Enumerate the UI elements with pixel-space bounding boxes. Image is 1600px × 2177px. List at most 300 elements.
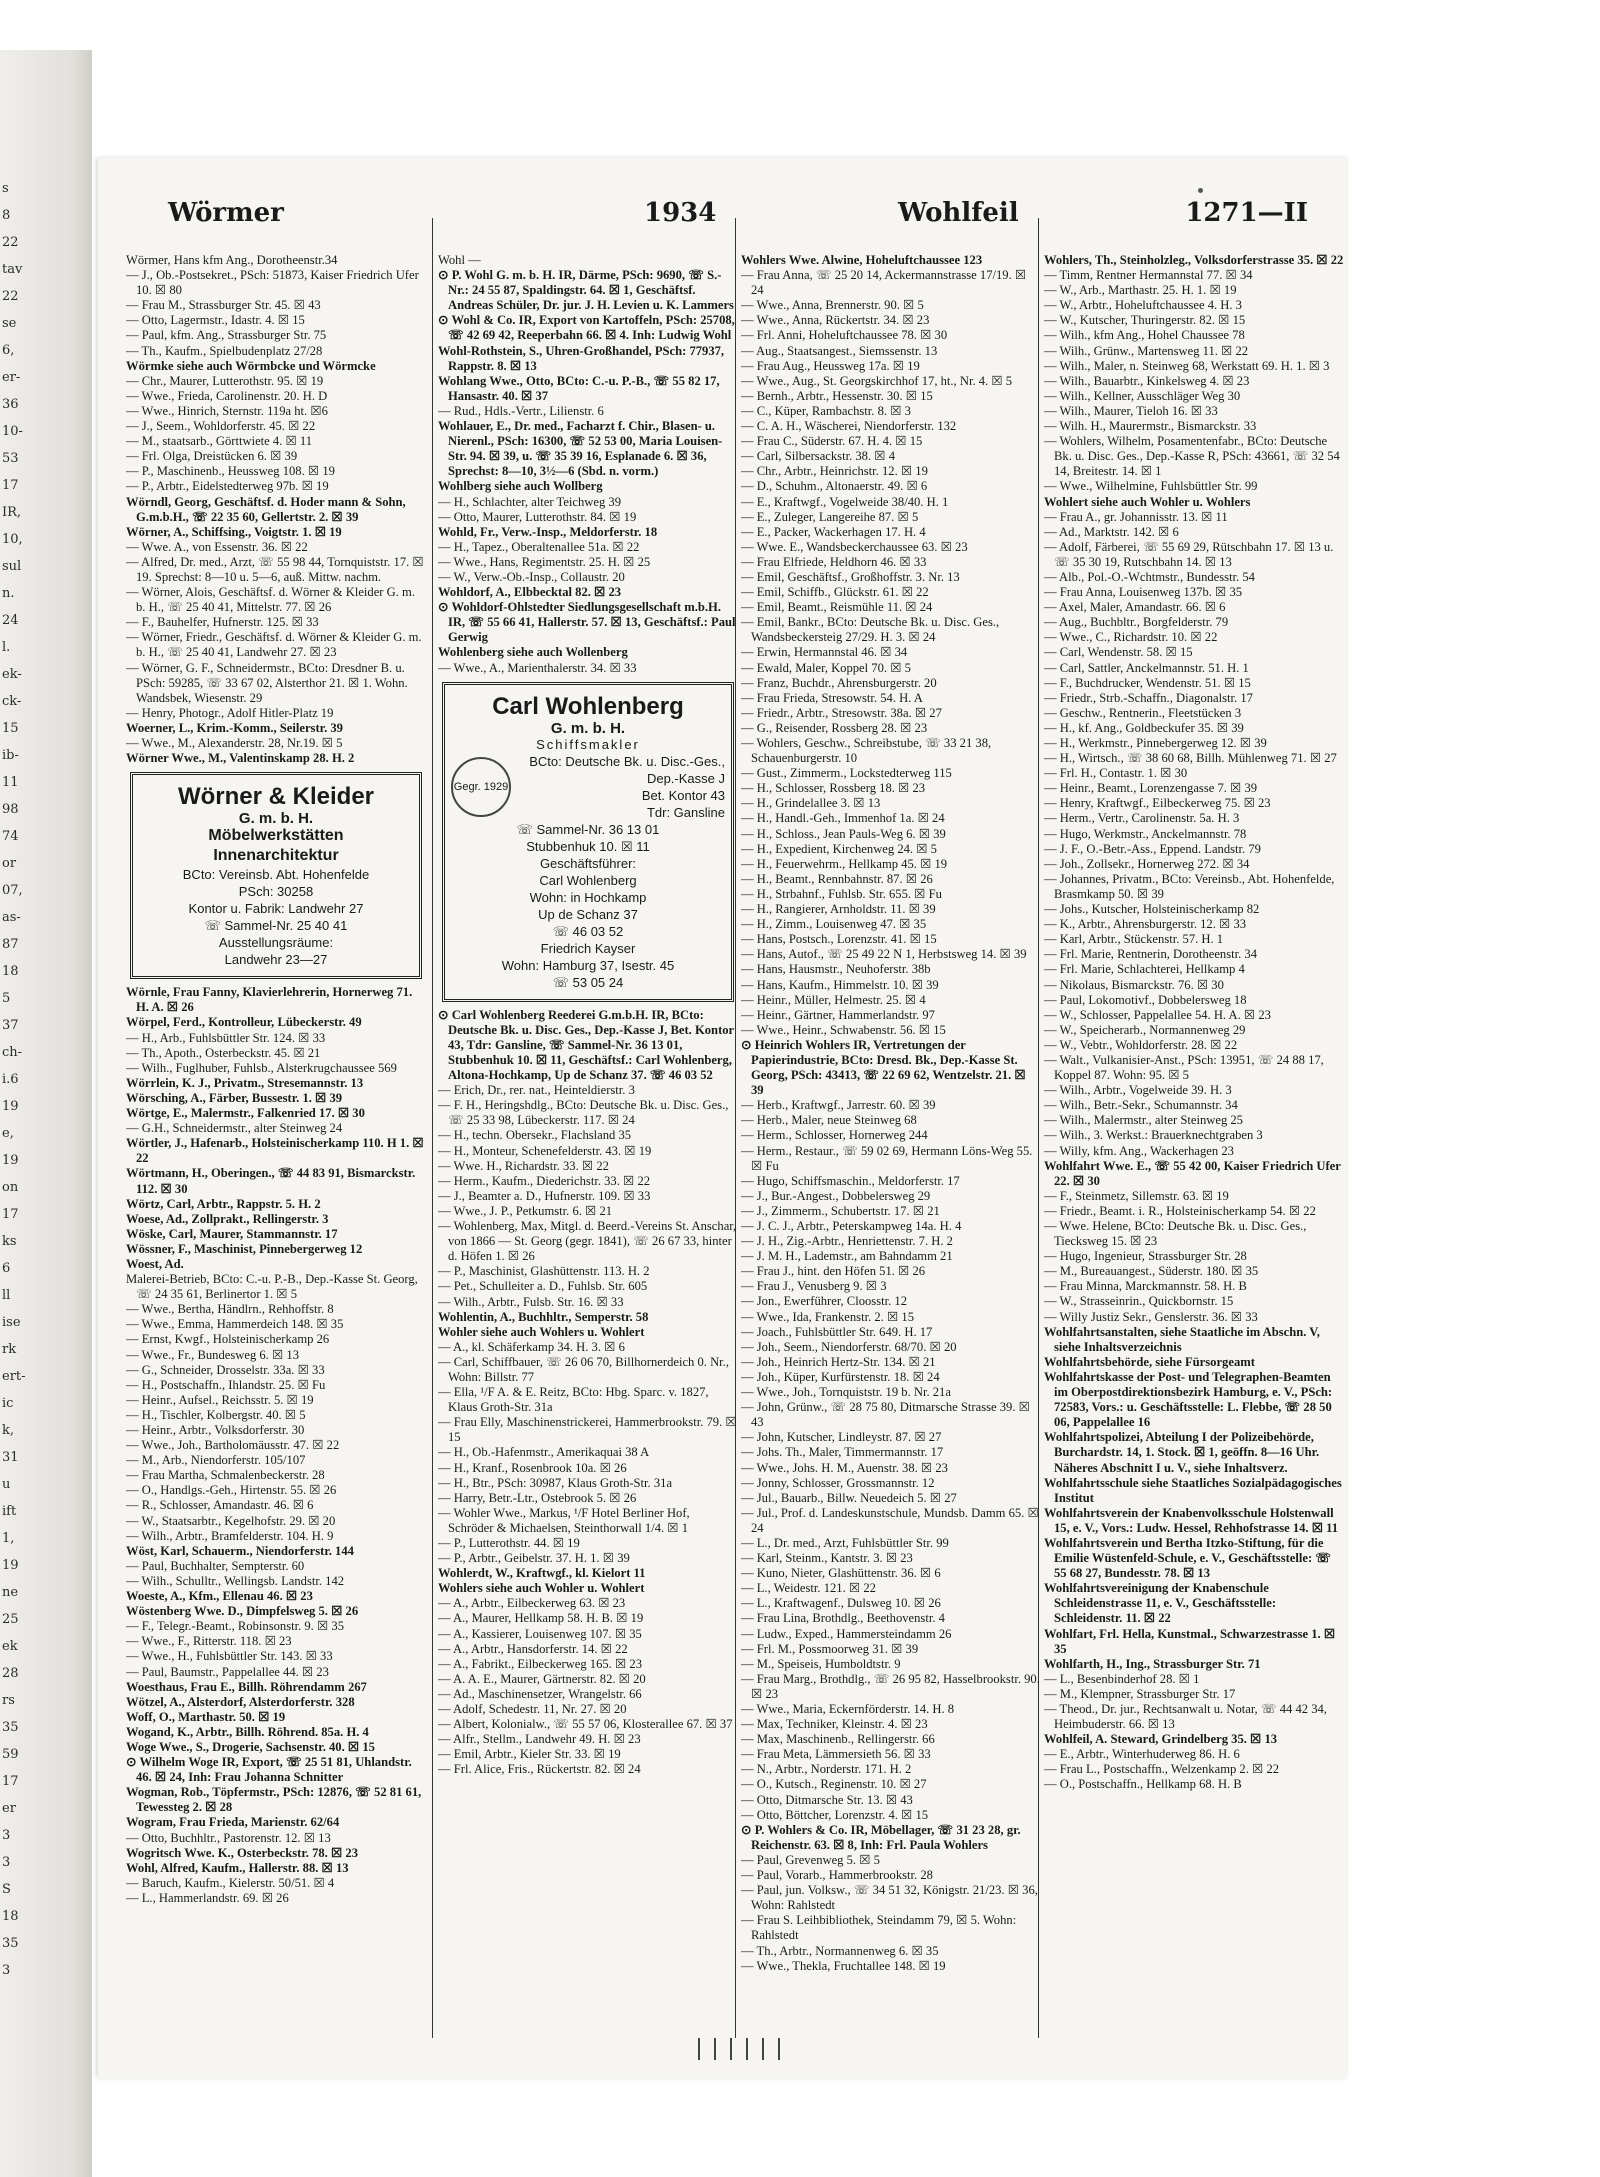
directory-entry: — G., Reisender, Rossberg 28. ☒ 23	[741, 720, 928, 735]
directory-entry: Woesthaus, Frau E., Billh. Röhrendamm 267	[126, 1679, 367, 1694]
directory-entry: — Wwe., Hans, Regimentstr. 25. H. ☒ 25	[438, 554, 651, 569]
directory-entry: Woest, Ad.	[126, 1256, 184, 1271]
directory-entry: — Wwe., Maria, Eckernförderstr. 14. H. 8	[741, 1702, 955, 1716]
spine-text-fragment: 98	[2, 802, 19, 817]
spine-text-fragment: ek-	[2, 667, 22, 682]
directory-entry: — Jul., Bauarb., Billw. Neuedeich 5. ☒ 27	[741, 1490, 957, 1505]
directory-entry: — H., Ob.-Hafenmstr., Amerikaquai 38 A	[438, 1445, 650, 1460]
directory-entry: — M., Bureauangest., Süderstr. 180. ☒ 35	[1044, 1264, 1259, 1279]
spine-text-fragment: 35	[2, 1936, 19, 1951]
directory-entry: — Adolf, Färberei, ☏ 55 69 29, Rütschbahn 17. ☒ 13 u. ☏ 35 30 19, Rutschbahn 14. ☒ 13	[1044, 539, 1334, 569]
directory-entry: — K., Arbtr., Ahrensburgerstr. 12. ☒ 33	[1044, 917, 1247, 932]
spine-text-fragment: 59	[2, 1747, 19, 1762]
ad-line: Schiffsmakler	[536, 736, 640, 752]
directory-entry: Wohlfeil, A. Steward, Grindelberg 35. ☒ 13	[1044, 1732, 1278, 1747]
directory-entry: — Wwe., Emma, Hammerdeich 148. ☒ 35	[126, 1317, 344, 1332]
directory-entry: Wörpel, Ferd., Kontrolleur, Lübeckerstr. 49	[126, 1015, 362, 1030]
spine-text-fragment: S	[2, 1882, 11, 1897]
directory-entry: Woese, Ad., Zollprakt., Rellingerstr. 3	[126, 1211, 329, 1226]
spine-text-fragment: k,	[2, 1423, 15, 1438]
directory-entry: — Willy Justiz Sekr., Genslerstr. 36. ☒ 33	[1044, 1309, 1258, 1324]
spine-text-fragment: 19	[2, 1558, 19, 1573]
directory-entry: — Otto, Maurer, Lutterothstr. 84. ☒ 19	[438, 509, 637, 524]
directory-entry: — Wilh. H., Maurermstr., Bismarckstr. 33	[1044, 419, 1257, 434]
directory-entry: — Otto, Buchhltr., Pastorenstr. 12. ☒ 13	[126, 1830, 331, 1845]
directory-entry: — Wwe., Ida, Frankenstr. 2. ☒ 15	[741, 1309, 914, 1324]
ad-line: Tdr: Gansline	[646, 804, 725, 820]
column-2	[438, 253, 738, 2033]
directory-entry: — Hugo, Ingenieur, Strassburger Str. 28	[1044, 1249, 1247, 1264]
spine-text-fragment: 3	[2, 1828, 11, 1843]
directory-entry: ⊙ Wilhelm Woge IR, Export, ☏ 25 51 81, Uhlandstr. 46. ☒ 24, Inh: Frau Johanna Schnitter	[126, 1755, 412, 1785]
directory-entry: — Theod., Dr. jur., Rechtsanwalt u. Notar, ☏ 44 42 34, Heimbuderstr. 66. ☒ 13	[1044, 1702, 1327, 1732]
directory-entry: Wörrlein, K. J., Privatm., Stresemannstr. 13	[126, 1075, 364, 1090]
directory-entry: — Wohlers, Wilhelm, Posamentenfabr., BCto: Deutsche Bk. u. Disc. Ges., Dep.-Kasse R, PSch: 43661, ☏ 32 54 14, Breitestr. 14. ☒ 1	[1044, 434, 1340, 479]
directory-entry: — Max, Techniker, Kleinstr. 4. ☒ 23	[741, 1717, 928, 1732]
directory-entry: — Emil, Beamt., Reismühle 11. ☒ 24	[741, 600, 933, 615]
directory-entry: — Wilh., Malermstr., alter Steinweg 25	[1044, 1113, 1243, 1128]
spine-text-fragment: 18	[2, 964, 19, 979]
spine-text-fragment: 53	[2, 451, 19, 466]
ad-title: Carl Wohlenberg	[492, 692, 684, 720]
directory-entry: — L., Besenbinderhof 28. ☒ 1	[1044, 1671, 1200, 1686]
directory-entry: — Ad., Marktstr. 142. ☒ 6	[1044, 524, 1179, 539]
directory-entry: — Frau Frieda, Stresowstr. 54. H. A	[741, 690, 923, 705]
directory-entry: Wohlfahrtsbehörde, siehe Fürsorgeamt	[1044, 1354, 1255, 1369]
directory-entry: — Alfr., Stellm., Landwehr 49. H. ☒ 23	[438, 1732, 641, 1747]
directory-entry: — E., Kraftwgf., Vogelweide 38/40. H. 1	[741, 494, 949, 509]
directory-entry: — Wörner, Alois, Geschäftsf. d. Wörner & Kleider G. m. b. H., ☏ 25 40 41, Mittelstr. 77. ☒ 26	[126, 585, 415, 615]
spine-text-fragment: ch-	[2, 1045, 23, 1060]
directory-entry: — Wilh., Arbtr., Vogelweide 39. H. 3	[1044, 1083, 1232, 1098]
directory-entry: — Friedr., Arbtr., Stresowstr. 38a. ☒ 27	[741, 705, 942, 720]
directory-entry: — Carl, Wendenstr. 58. ☒ 15	[1044, 645, 1193, 660]
directory-entry: — A. A. E., Maurer, Gärtnerstr. 82. ☒ 20	[438, 1671, 646, 1686]
directory-entry: — Heinr., Beamt., Lorenzengasse 7. ☒ 39	[1044, 781, 1258, 796]
directory-entry: — Frau Aug., Heussweg 17a. ☒ 19	[741, 358, 920, 373]
previous-page-edge	[0, 50, 92, 2177]
wreath-seal-icon	[451, 757, 511, 817]
directory-entry: — W., Strasseinrin., Quickbornstr. 15	[1044, 1294, 1234, 1309]
print-speck	[1198, 188, 1203, 193]
directory-entry: — Frl. M., Possmoorweg 31. ☒ 39	[741, 1641, 919, 1656]
directory-entry: Wohlfahrtspolizei, Abteilung I der Polizeibehörde, Burchardstr. 14, 1. Stock. ☒ 1, geöffn. 8—16 Uhr. Näheres Abschnitt I u. V., siehe Inhaltsverz.	[1044, 1430, 1320, 1475]
directory-entry: Wohld, Fr., Verw.-Insp., Meldorferstr. 18	[438, 524, 658, 539]
directory-entry: — Friedr., Beamt. i. R., Holsteinischerkamp 54. ☒ 22	[1044, 1203, 1316, 1218]
directory-entry: — H., Schlachter, alter Teichweg 39	[438, 494, 622, 509]
directory-entry: — Wwe. H., Richardstr. 33. ☒ 22	[438, 1158, 609, 1173]
ad-title: Wörner & Kleider	[177, 783, 375, 811]
directory-entry: — L., Hammerlandstr. 69. ☒ 26	[126, 1890, 289, 1905]
spine-text-fragment: ne	[2, 1585, 19, 1600]
ad-line: ☏ Sammel-Nr. 25 40 41	[204, 918, 348, 934]
directory-entry: — Wilh., Grünw., Martensweg 11. ☒ 22	[1044, 343, 1249, 358]
directory-entry: — Wwe., Aug., St. Georgskirchhof 17, ht., Nr. 4. ☒ 5	[741, 373, 1013, 388]
directory-entry: Malerei-Betrieb, BCto: C.-u. P.-B., Dep.-Kasse St. Georg, ☏ 24 35 61, Berlinertor 1. ☒ 5	[126, 1272, 418, 1302]
directory-entry: ⊙ P. Wohl G. m. b. H. IR, Därme, PSch: 9690, ☏ S.-Nr.: 24 55 87, Spaldingstr. 64. ☒ 1, Geschäftsf. Andreas Schüler, Dr. jur. J. H. Levien u. K. Lammers	[438, 268, 734, 313]
directory-entry: — Wilh., Schulltr., Wellingsb. Landstr. 142	[126, 1573, 345, 1588]
ad-line: Stubbenhuk 10. ☒ 11	[526, 838, 650, 854]
directory-entry: — Frl. Marie, Schlachterei, Hellkamp 4	[1044, 962, 1245, 977]
directory-entry: — H., Monteur, Schenefelderstr. 43. ☒ 19	[438, 1143, 652, 1158]
ad-line: Friedrich Kayser	[540, 940, 636, 956]
ad-line: Ausstellungsräume:	[218, 935, 334, 951]
directory-entry: — L., Kraftwagenf., Dulsweg 10. ☒ 26	[741, 1596, 941, 1611]
directory-entry: — Ludw., Exped., Hammersteindamm 26	[741, 1626, 952, 1641]
directory-entry: — W., Arbtr., Hoheluftchaussee 4. H. 3	[1044, 298, 1242, 313]
directory-entry: — Wwe., Heinr., Schwabenstr. 56. ☒ 15	[741, 1022, 946, 1037]
directory-entry: — J. H., Zig.-Arbtr., Henriettenstr. 7. H. 2	[741, 1234, 953, 1249]
ad-line: ☏ 46 03 52	[552, 923, 624, 939]
directory-entry: — E., Zuleger, Langereihe 87. ☒ 5	[741, 509, 919, 524]
directory-entry: — W., Kutscher, Thuringerstr. 82. ☒ 15	[1044, 313, 1246, 328]
directory-entry: ⊙ Wohl & Co. IR, Export von Kartoffeln, PSch: 25708, ☏ 42 69 42, Reeperbahn 66. ☒ 4. Inh: Ludwig Wohl	[438, 313, 735, 343]
spine-text-fragment: 37	[2, 1018, 19, 1033]
directory-entry: — Frau Lina, Brothdlg., Beethovenstr. 4	[741, 1611, 945, 1626]
spine-text-fragment: 15	[2, 721, 19, 736]
directory-entry: — Wwe., F., Ritterstr. 118. ☒ 23	[126, 1634, 292, 1649]
directory-entry: — H., Schloss., Jean Pauls-Weg 6. ☒ 39	[741, 826, 946, 841]
directory-entry: — Hans, Autof., ☏ 25 49 22 N 1, Herbstsweg 14. ☒ 39	[741, 947, 1027, 962]
directory-entry: — Paul, Buchhalter, Sempterstr. 60	[126, 1558, 305, 1573]
ad-line: PSch: 30258	[238, 884, 314, 900]
spine-text-fragment: 8	[2, 208, 11, 223]
directory-entry: ⊙ Wohldorf-Ohlstedter Siedlungsgesellschaft m.b.H. IR, ☏ 55 66 41, Hallerstr. 57. ☒ 13, Geschäftsf.: Paul Gerwig	[438, 600, 736, 645]
spine-text-fragment: on	[2, 1180, 19, 1195]
directory-entry: — Wwe. Helene, BCto: Deutsche Bk. u. Disc. Ges., Tiecksweg 15. ☒ 23	[1044, 1219, 1307, 1249]
directory-entry: Wohlfahrt Wwe. E., ☏ 55 42 00, Kaiser Friedrich Ufer 22. ☒ 30	[1044, 1158, 1341, 1188]
directory-entry: Woerner, L., Krim.-Komm., Seilerstr. 39	[126, 720, 343, 735]
directory-entry: — F., Bauhelfer, Hufnerstr. 125. ☒ 33	[126, 615, 319, 630]
directory-entry: — Karl, Arbtr., Stückenstr. 57. H. 1	[1044, 932, 1224, 947]
directory-entry: Wohlert siehe auch Wohler u. Wohlers	[1044, 494, 1251, 509]
directory-entry: — Albert, Kolonialw., ☏ 55 57 06, Klosterallee 67. ☒ 37	[438, 1717, 733, 1732]
directory-entry: — Erich, Dr., rer. nat., Heinteldierstr. 3	[438, 1083, 635, 1098]
directory-entry: — F., Telegr.-Beamt., Robinsonstr. 9. ☒ 35	[126, 1619, 345, 1634]
directory-entry: — Bernh., Arbtr., Hessenstr. 30. ☒ 15	[741, 388, 933, 403]
directory-entry: Wörtz, Carl, Arbtr., Rappstr. 5. H. 2	[126, 1196, 321, 1211]
directory-entry: — Baruch, Kaufm., Kielerstr. 50/51. ☒ 4	[126, 1875, 335, 1890]
directory-entry: Wohlfahrtsvereinigung der Knabenschule Schleidenstrasse 11, e. V., Geschäftsstelle: Schleidenstr. 11. ☒ 22	[1044, 1581, 1277, 1626]
directory-entry: — Timm, Rentner Hermannstal 77. ☒ 34	[1044, 268, 1253, 283]
directory-entry: — Wwe., Fr., Bundesweg 6. ☒ 13	[126, 1347, 300, 1362]
directory-entry: — M., Speiseis, Humboldtstr. 9	[741, 1656, 901, 1671]
spine-text-fragment: 3	[2, 1855, 11, 1870]
directory-entry: — Joh., Küper, Kurfürstenstr. 18. ☒ 24	[741, 1369, 940, 1384]
directory-entry: — W., Staatsarbtr., Kegelhofstr. 29. ☒ 20	[126, 1513, 336, 1528]
directory-entry: — Henry, Photogr., Adolf Hitler-Platz 19	[126, 705, 334, 720]
directory-entry: — H., Schlosser, Rossberg 18. ☒ 23	[741, 781, 926, 796]
directory-entry: Wohlauer, E., Dr. med., Facharzt f. Chir., Blasen- u. Nierenl., PSch: 16300, ☏ 52 53 00, Maria Louisen-Str. 94. ☒ 39, u. ☏ 35 39 16, Esplanade 6. ☒ 36, Sprechst: 8—10, 3½—6 (Sbd. n. vorm.)	[438, 419, 723, 479]
directory-entry: — Wwe., J. P., Petkumstr. 6. ☒ 21	[438, 1203, 613, 1218]
directory-entry: — J., Zimmerm., Schubertstr. 17. ☒ 21	[741, 1203, 940, 1218]
directory-entry: — Paul, Baumstr., Pappelallee 44. ☒ 23	[126, 1664, 329, 1679]
directory-entry: Wörtge, E., Malermstr., Falkenried 17. ☒ 30	[126, 1106, 365, 1121]
directory-entry: — Aug., Staatsangest., Siemssenstr. 13	[741, 343, 938, 358]
directory-entry: — Pet., Schulleiter a. D., Fuhlsb. Str. 605	[438, 1279, 648, 1294]
directory-entry: — Wwe., Bertha, Händlrn., Rehhoffstr. 8	[126, 1302, 334, 1317]
directory-entry: — Herm., Vertr., Carolinenstr. 5a. H. 3	[1044, 811, 1240, 826]
spine-text-fragment: 87	[2, 937, 19, 952]
directory-entry: — P., Maschinist, Glashüttenstr. 113. H. 2	[438, 1264, 650, 1279]
directory-entry: — Wilh., Maurer, Tieloh 16. ☒ 33	[1044, 403, 1218, 418]
directory-entry: — P., Arbtr., Geibelstr. 37. H. 1. ☒ 39	[438, 1551, 630, 1566]
directory-entry: — Wilh., Bauarbtr., Kinkelsweg 4. ☒ 23	[1044, 373, 1250, 388]
directory-entry: — H., Zimm., Louisenweg 47. ☒ 35	[741, 917, 927, 932]
directory-entry: — Wilh., Betr.-Sekr., Schumannstr. 34	[1044, 1098, 1238, 1113]
ad-line: Up de Schanz 37	[538, 906, 638, 922]
directory-entry: — Adolf, Schedestr. 11, Nr. 27. ☒ 20	[438, 1702, 627, 1717]
ad-subtitle: G. m. b. H.	[238, 810, 314, 828]
directory-entry: — Otto, Ditmarsche Str. 13. ☒ 43	[741, 1792, 913, 1807]
directory-entry: — D., Schuhm., Altonaerstr. 49. ☒ 6	[741, 479, 928, 494]
directory-entry: Wörner, A., Schiffsing., Voigtstr. 1. ☒ 19	[126, 524, 342, 539]
directory-entry: — C., Küper, Rambachstr. 8. ☒ 3	[741, 403, 911, 418]
ad-line: Landwehr 23—27	[224, 952, 328, 968]
directory-entry: — Frl. Anni, Hoheluftchaussee 78. ☒ 30	[741, 328, 948, 343]
spine-text-fragment: n.	[2, 586, 15, 601]
column-1	[126, 253, 426, 2033]
directory-entry: — Wwe., Frieda, Carolinenstr. 20. H. D	[126, 388, 328, 403]
directory-entry: — Walt., Vulkanisier-Anst., PSch: 13951, ☏ 24 88 17, Koppel 87. Wohn: 95. ☒ 5	[1044, 1052, 1324, 1083]
directory-entry: — Frau C., Süderstr. 67. H. 4. ☒ 15	[741, 434, 923, 449]
spine-text-fragment: 3	[2, 1963, 11, 1978]
directory-entry: — W., Arb., Marthastr. 25. H. 1. ☒ 19	[1044, 283, 1237, 298]
spine-text-fragment: 18	[2, 1909, 19, 1924]
spine-text-fragment: tav	[2, 262, 23, 277]
directory-entry: — Emil, Geschäftsf., Großhoffstr. 3. Nr. 13	[741, 569, 960, 584]
directory-entry: Wörmer, Hans kfm Ang., Dorotheenstr.34	[126, 253, 338, 267]
header-left-name: Wörmer	[168, 198, 284, 228]
directory-entry: — Joh., Zollsekr., Hornerweg 272. ☒ 34	[1044, 856, 1250, 871]
directory-entry: — Kuno, Nieter, Glashüttenstr. 36. ☒ 6	[741, 1566, 941, 1581]
directory-entry: Wohlfahrtsverein und Bertha Itzko-Stiftung, für die Emilie Wüstenfeld-Schule, e. V., Geschäftsstelle: ☏ 55 68 27, Bundesstr. 78. ☒ 13	[1044, 1535, 1332, 1581]
spine-text-fragment: as-	[2, 910, 21, 925]
directory-entry: — J., Ob.-Postsekret., PSch: 51873, Kaiser Friedrich Ufer 10. ☒ 80	[126, 268, 419, 298]
directory-entry: — Jonny, Schlosser, Grossmannstr. 12	[741, 1475, 935, 1490]
spine-text-fragment: ert-	[2, 1369, 26, 1384]
directory-entry: — Ewald, Maler, Koppel 70. ☒ 5	[741, 660, 911, 675]
directory-entry: — Paul, jun. Volksw., ☏ 34 51 32, Königstr. 21/23. ☒ 36, Wohn: Rahlstedt	[741, 1883, 1038, 1913]
directory-entry: — G.H., Schneidermstr., alter Steinweg 24	[126, 1121, 343, 1136]
ad-line: Wohn: Hamburg 37, Isestr. 45	[501, 957, 675, 973]
column-3	[741, 253, 1041, 2033]
directory-entry: Wohldorf, A., Elbbecktal 82. ☒ 23	[438, 585, 622, 600]
directory-entry: — Herb., Kraftwgf., Jarrestr. 60. ☒ 39	[741, 1098, 936, 1113]
spine-text-fragment: u	[2, 1477, 11, 1492]
directory-entry: Wohlberg siehe auch Wollberg	[438, 479, 603, 494]
spine-text-fragment: ll	[2, 1288, 11, 1303]
directory-entry: — H., Kranf., Rosenbrook 10a. ☒ 26	[438, 1460, 627, 1475]
directory-entry: Wohlerdt, W., Kraftwgf., kl. Kielort 11	[438, 1566, 646, 1581]
column-4	[1044, 253, 1344, 2033]
directory-entry: — J. F., O.-Betr.-Ass., Eppend. Landstr. 79	[1044, 841, 1261, 856]
directory-entry: Wogand, K., Arbtr., Billh. Röhrend. 85a. H. 4	[126, 1724, 369, 1739]
directory-entry: — H., Feuerwehrm., Hellkamp 45. ☒ 19	[741, 856, 948, 871]
directory-entry: — W., Vebtr., Wohldorferstr. 28. ☒ 22	[1044, 1037, 1238, 1052]
directory-entry: — W., Verw.-Ob.-Insp., Collaustr. 20	[438, 569, 625, 584]
directory-entry: — Hans, Kaufm., Himmelstr. 10. ☒ 39	[741, 977, 939, 992]
spine-text-fragment: er-	[2, 370, 21, 385]
directory-entry: — Wwe., H., Fuhlsbüttler Str. 143. ☒ 33	[126, 1649, 333, 1664]
directory-entry: — R., Schlosser, Amandastr. 46. ☒ 6	[126, 1498, 314, 1513]
spine-text-fragment: 25	[2, 1612, 19, 1627]
directory-entry: — J., Seem., Wohldorferstr. 45. ☒ 22	[126, 419, 316, 434]
spine-text-fragment: 6	[2, 1261, 11, 1276]
directory-entry: — Carl, Silbersackstr. 38. ☒ 4	[741, 449, 896, 464]
directory-entry: — A., Fabrikt., Eilbeckerweg 165. ☒ 23	[438, 1656, 643, 1671]
directory-entry: Wörner Wwe., M., Valentinskamp 28. H. 2	[126, 751, 355, 766]
directory-entry: — P., Maschinenb., Heussweg 108. ☒ 19	[126, 464, 335, 479]
directory-entry: — H., Btr., PSch: 30987, Klaus Groth-Str. 31a	[438, 1475, 673, 1490]
directory-entry: — L., Weidestr. 121. ☒ 22	[741, 1581, 876, 1596]
directory-entry: — Th., Arbtr., Normannenweg 6. ☒ 35	[741, 1943, 939, 1958]
directory-entry: — Paul, kfm. Ang., Strassburger Str. 75	[126, 328, 327, 343]
directory-entry: — Ad., Maschinensetzer, Wrangelstr. 66	[438, 1686, 642, 1701]
spine-text-fragment: 10,	[2, 532, 23, 547]
spine-text-fragment: 36	[2, 397, 19, 412]
directory-entry: — John, Grünw., ☏ 28 75 80, Ditmarsche Strasse 39. ☒ 43	[741, 1400, 1030, 1430]
directory-entry: — Wilh., Arbtr., Bramfelderstr. 104. H. 9	[126, 1528, 334, 1543]
directory-entry: — Th., Apoth., Osterbeckstr. 45. ☒ 21	[126, 1045, 321, 1060]
directory-entry: — Alb., Pol.-O.-Wchtmstr., Bundesstr. 54	[1044, 569, 1255, 584]
directory-entry: — Wilh., Maler, n. Steinweg 68, Werkstatt 69. H. 1. ☒ 3	[1044, 358, 1330, 373]
directory-entry: — P., Arbtr., Eidelstedterweg 97b. ☒ 19	[126, 479, 329, 494]
directory-entry: — Frau Meta, Lämmersieth 56. ☒ 33	[741, 1747, 931, 1762]
directory-entry: — Emil, Bankr., BCto: Deutsche Bk. u. Disc. Ges., Wandsbeckersteig 27/29. H. 3. ☒ 24	[741, 615, 1000, 645]
directory-entry: — Wwe., M., Alexanderstr. 28, Nr.19. ☒ 5	[126, 736, 343, 750]
spine-text-fragment: 19	[2, 1099, 19, 1114]
directory-entry: — E., Packer, Wackerhagen 17. H. 4	[741, 524, 926, 539]
directory-entry: — Frl. H., Contastr. 1. ☒ 30	[1044, 766, 1188, 781]
spine-text-fragment: 19	[2, 1153, 19, 1168]
spine-text-fragment: rk	[2, 1342, 17, 1357]
ad-subtitle: G. m. b. H.	[550, 719, 626, 737]
spine-text-fragment: 17	[2, 478, 19, 493]
directory-entry: — Friedr., Strb.-Schaffn., Diagonalstr. 17	[1044, 690, 1253, 705]
directory-entry: — Otto, Böttcher, Lorenzstr. 4. ☒ 15	[741, 1807, 929, 1822]
directory-entry: Woff, O., Marthastr. 50. ☒ 19	[126, 1709, 286, 1724]
ad-line: Carl Wohlenberg	[539, 872, 637, 888]
directory-entry: — Axel, Maler, Amandastr. 66. ☒ 6	[1044, 600, 1226, 615]
directory-entry: — Wwe., C., Richardstr. 10. ☒ 22	[1044, 630, 1218, 645]
directory-entry: — M., staatsarb., Görttwiete 4. ☒ 11	[126, 434, 313, 449]
directory-entry: — Johannes, Privatm., BCto: Vereinsb., Abt. Hohenfelde, Brasmkamp 50. ☒ 39	[1044, 871, 1335, 901]
directory-entry: — L., Dr. med., Arzt, Fuhlsbüttler Str. 99	[741, 1535, 949, 1550]
advertisement-woerner-kleider	[130, 772, 422, 979]
spine-text-fragment: ks	[2, 1234, 17, 1249]
directory-entry: — Carl, Schiffbauer, ☏ 26 06 70, Billhornerdeich 0. Nr., Wohn: Billstr. 77	[438, 1354, 729, 1384]
directory-entry: — J., Bur.-Angest., Dobbelersweg 29	[741, 1188, 931, 1203]
directory-entry: — Wilh., 3. Werkst.: Brauerknechtgraben 3	[1044, 1128, 1263, 1143]
directory-entry: — J. C. J., Arbtr., Peterskampweg 14a. H. 4	[741, 1219, 962, 1233]
spine-text-fragment: er	[2, 1801, 16, 1816]
directory-entry: — H., kf. Ang., Goldbeckufer 35. ☒ 39	[1044, 720, 1244, 735]
directory-entry: Wohlenberg siehe auch Wollenberg	[438, 645, 628, 660]
directory-entry: — Wwe., Thekla, Fruchtallee 148. ☒ 19	[741, 1958, 946, 1973]
directory-entry: — Herm., Kaufm., Diederichstr. 33. ☒ 22	[438, 1173, 651, 1188]
directory-entry: — Ernst, Kwgf., Holsteinischerkamp 26	[126, 1332, 330, 1347]
directory-entry: — W., Schlosser, Pappelallee 54. H. A. ☒ 23	[1044, 1007, 1271, 1022]
spine-text-fragment: s	[2, 181, 9, 196]
directory-entry: Wöst, Karl, Schauerm., Niendorferstr. 144	[126, 1543, 354, 1558]
directory-entry: Wörnle, Frau Fanny, Klavierlehrerin, Hornerweg 71. H. A. ☒ 26	[126, 985, 413, 1015]
directory-entry: Wogritsch Wwe. K., Osterbeckstr. 78. ☒ 23	[126, 1845, 359, 1860]
directory-entry: — Emil, Arbtr., Kieler Str. 33. ☒ 19	[438, 1747, 621, 1762]
directory-entry: — H., Postschaffn., Ihlandstr. 25. ☒ Fu	[126, 1377, 326, 1392]
spine-text-fragment: ic	[2, 1396, 14, 1411]
directory-entry: — H., Arb., Fuhlsbüttler Str. 124. ☒ 33	[126, 1030, 326, 1045]
directory-entry: Wohl, Alfred, Kaufm., Hallerstr. 88. ☒ 13	[126, 1860, 349, 1875]
directory-entry: — Wilh., kfm Ang., Hohel Chaussee 78	[1044, 328, 1245, 343]
directory-entry: — Frau Anna, Louisenweg 137b. ☒ 35	[1044, 585, 1243, 600]
directory-entry: — H., Grindelallee 3. ☒ 13	[741, 796, 881, 811]
directory-entry: — Wwe., Hinrich, Sternstr. 119a ht. ☒6	[126, 403, 328, 418]
directory-entry: Wogman, Rob., Töpfermstr., PSch: 12876, ☏ 52 81 61, Tewessteg 2. ☒ 28	[126, 1785, 422, 1815]
directory-entry: — A., Maurer, Hellkamp 58. H. B. ☒ 19	[438, 1611, 644, 1626]
spine-text-fragment: 07,	[2, 883, 23, 898]
spine-text-fragment: i.6	[2, 1072, 19, 1087]
directory-entry: ⊙ P. Wohlers & Co. IR, Möbellager, ☏ 31 23 28, gr. Reichenstr. 63. ☒ 8, Inh: Frl. Paula Wohlers	[741, 1822, 1021, 1852]
spine-text-fragment: ck-	[2, 694, 22, 709]
directory-entry: Wogram, Frau Frieda, Marienstr. 62/64	[126, 1815, 340, 1830]
ad-line: Möbelwerkstätten	[208, 827, 344, 845]
directory-entry: — Herm., Schlosser, Hornerweg 244	[741, 1128, 928, 1143]
directory-entry: — Paul, Lokomotivf., Dobbelersweg 18	[1044, 992, 1247, 1007]
directory-entry: Wohler siehe auch Wohlers u. Wohlert	[438, 1324, 645, 1339]
directory-entry: — Herm., Restaur., ☏ 59 02 69, Hermann Löns-Weg 55. ☒ Fu	[741, 1143, 1033, 1173]
directory-entry: — Hugo, Werkmstr., Anckelmannstr. 78	[1044, 826, 1247, 841]
spine-text-fragment: rs	[2, 1693, 15, 1708]
ad-line: Wohn: in Hochkamp	[529, 889, 647, 905]
directory-entry: — Wörner, Friedr., Geschäftsf. d. Wörner & Kleider G. m. b. H., ☏ 25 40 41, Landwehr 27. ☒ 23	[126, 630, 422, 660]
directory-entry: — Aug., Buchbltr., Borgfelderstr. 79	[1044, 615, 1229, 630]
directory-entry: — Hugo, Schiffsmaschin., Meldorferstr. 17	[741, 1173, 960, 1188]
spine-text-fragment: 17	[2, 1774, 19, 1789]
directory-entry: — Wwe., Anna, Rückertstr. 34. ☒ 23	[741, 313, 930, 328]
directory-entry: Wörtmann, H., Oberingen., ☏ 44 83 91, Bismarckstr. 112. ☒ 30	[126, 1166, 416, 1196]
directory-entry: Wohlers, Th., Steinholzleg., Volksdorferstrasse 35. ☒ 22	[1044, 253, 1344, 267]
directory-entry: ⊙ Carl Wohlenberg Reederei G.m.b.H. IR, BCto: Deutsche Bk. u. Disc. Ges., Dep.-Kasse J, Bet. Kontor 43, Tdr: Gansline, ☏ Sammel-Nr. 36 13 01, Stubbenhuk 10. ☒ 11, Geschäftsf.: Carl Wohlenberg, Altona-Hochkamp, Up de Schanz 37. ☏ 46 03 52	[438, 1007, 734, 1083]
spine-text-fragment: 74	[2, 829, 19, 844]
directory-entry: Wötzel, A., Alsterdorf, Alsterdorferstr. 328	[126, 1694, 355, 1709]
directory-entry: — H., Tapez., Oberaltenallee 51a. ☒ 22	[438, 539, 640, 554]
spine-text-fragment: 22	[2, 235, 19, 250]
ad-line: BCto: Deutsche Bk. u. Disc.-Ges., Dep.-Kasse J	[529, 753, 725, 786]
directory-entry: — Wilh., Kellner, Ausschläger Weg 30	[1044, 388, 1241, 403]
directory-entry: — Hans, Hausmstr., Neuhoferstr. 38b	[741, 962, 931, 977]
spine-text-fragment: ek	[2, 1639, 18, 1654]
directory-entry: Wohlfahrtsverein der Knabenvolksschule Holstenwall 15, e. V., Vors.: Ludw. Hessel, Rehhofstrasse 14. ☒ 11	[1044, 1505, 1339, 1535]
directory-entry: — Carl, Sattler, Anckelmannstr. 51. H. 1	[1044, 660, 1249, 675]
directory-entry: — Wörner, G. F., Schneidermstr., BCto: Dresdner B. u. PSch: 59285, ☏ 33 67 02, Alsterthor 21. ☒ 1. Wohn. Wandsbek, Wiesenstr. 29	[126, 660, 408, 705]
spine-text-fragment: e,	[2, 1126, 14, 1141]
directory-entry: — H., Tischler, Kolbergstr. 40. ☒ 5	[126, 1407, 306, 1422]
directory-entry: — Heinr., Müller, Helmestr. 25. ☒ 4	[741, 992, 926, 1007]
directory-entry: — C. A. H., Wäscherei, Niendorferstr. 132	[741, 419, 957, 434]
directory-entry: — Wwe., Joh., Bartholomäusstr. 47. ☒ 22	[126, 1438, 340, 1453]
page-number: 1271—II	[1185, 198, 1308, 228]
directory-entry: — Frau Elly, Maschinenstrickerei, Hammerbrookstr. 79. ☒ 15	[438, 1415, 737, 1445]
directory-entry: — Heinr., Arbtr., Volksdorferstr. 30	[126, 1423, 305, 1437]
directory-entry: — Jul., Prof. d. Landeskunstschule, Mundsb. Damm 65. ☒ 24	[741, 1505, 1039, 1535]
binding-marks	[698, 2038, 780, 2060]
directory-entry: — Nikolaus, Bismarckstr. 76. ☒ 30	[1044, 977, 1224, 992]
directory-entry: Wörmke siehe auch Wörmbcke und Wörmcke	[126, 358, 376, 373]
directory-entry: — Frl. Olga, Dreistücken 6. ☒ 39	[126, 449, 298, 464]
ad-line: BCto: Vereinsb. Abt. Hohenfelde	[182, 867, 370, 883]
header-year: 1934	[644, 198, 717, 228]
